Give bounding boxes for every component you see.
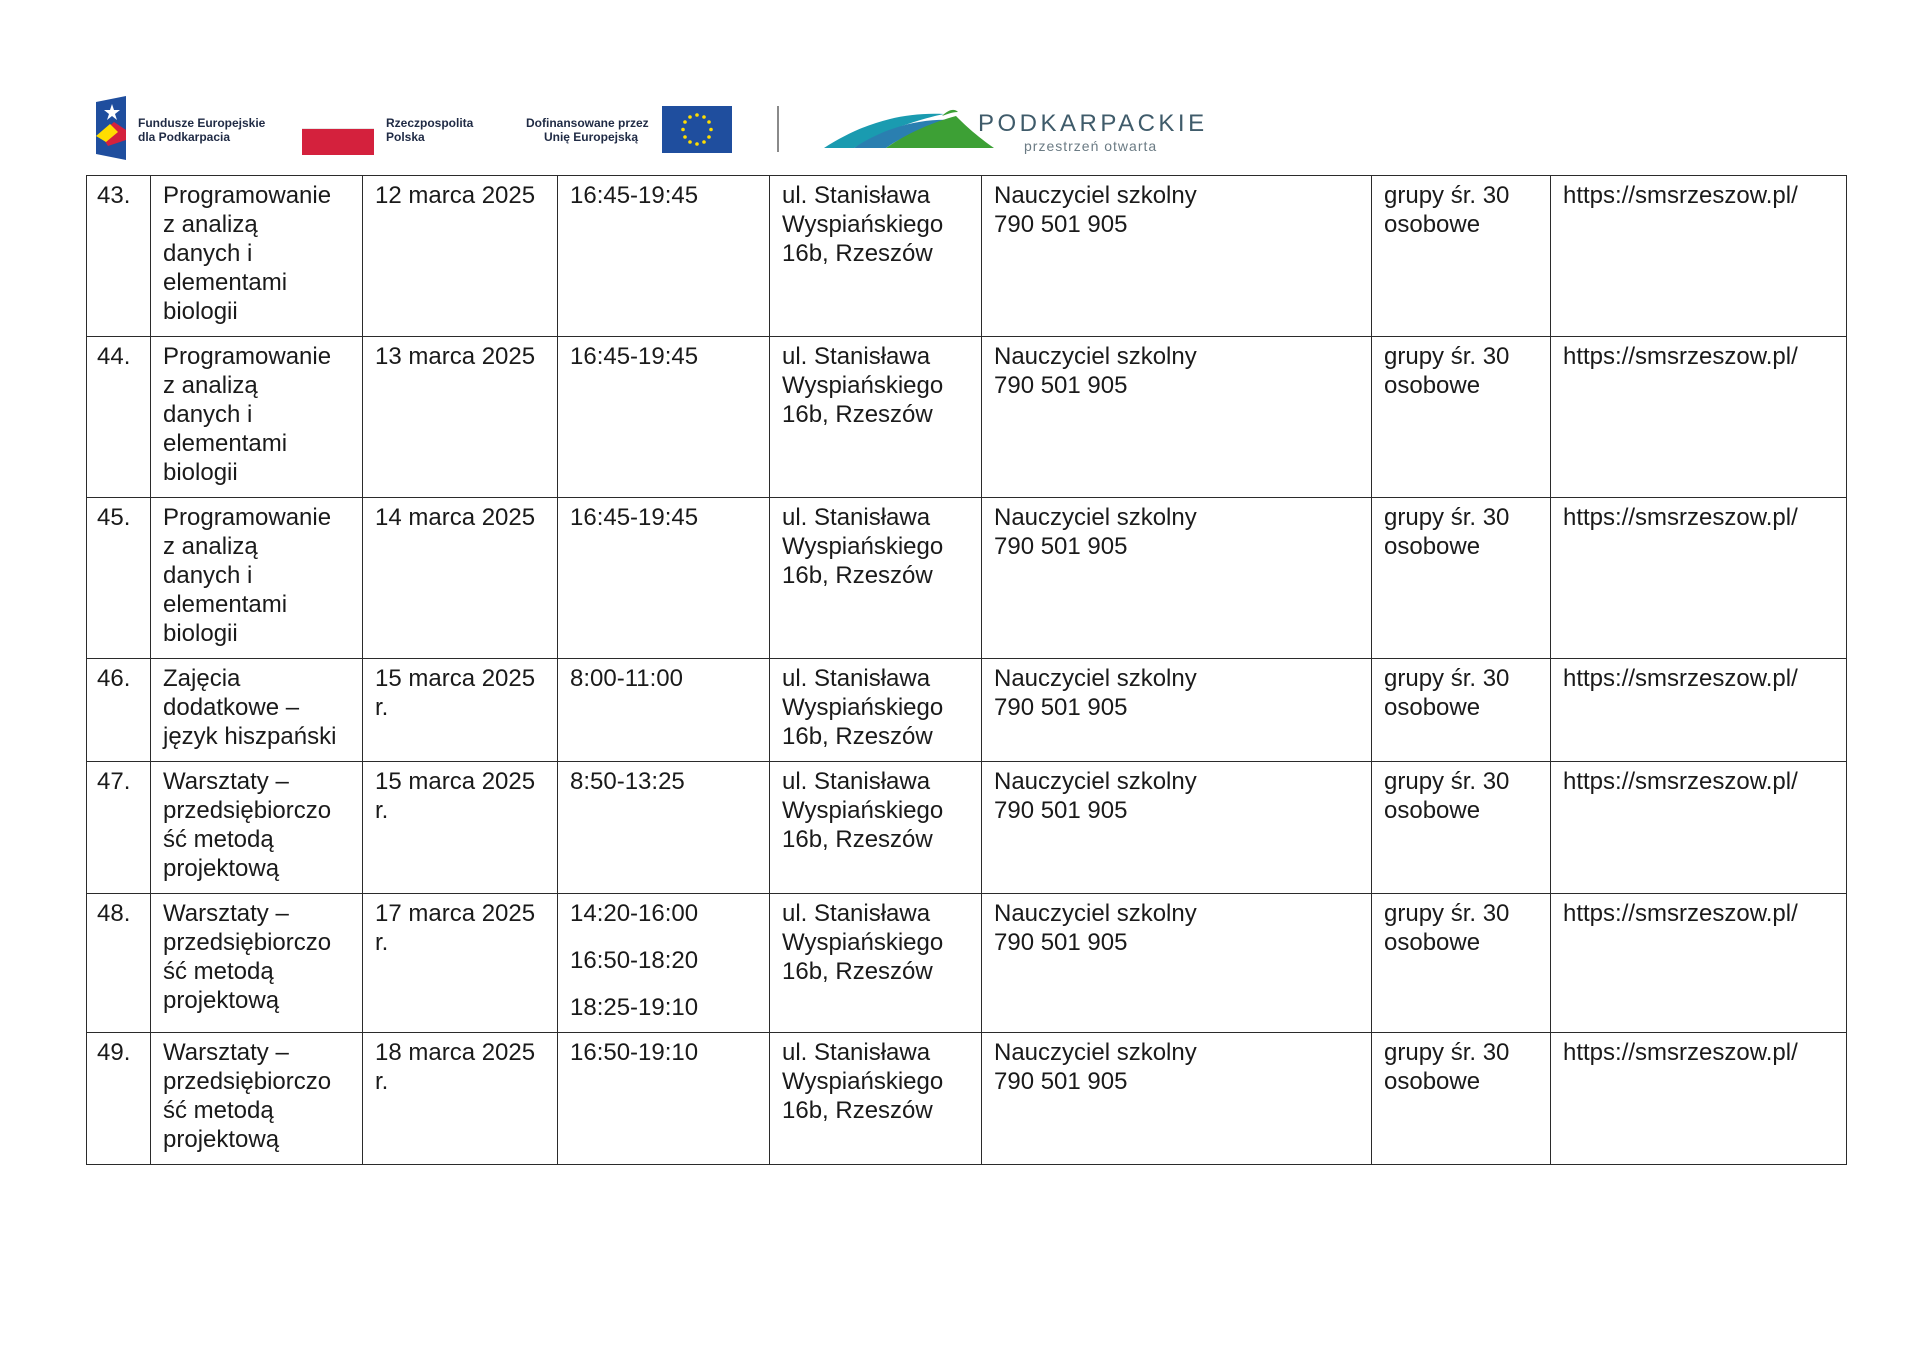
- contact-cell: [982, 659, 1372, 762]
- date-cell: [363, 176, 558, 337]
- row-number: 47.: [97, 768, 131, 795]
- contact-line: Nauczyciel szkolny: [994, 1039, 1197, 1066]
- title-line: przedsiębiorczo: [163, 797, 332, 824]
- time-slot: 16:50-18:20: [570, 947, 699, 974]
- website-cell: [1551, 659, 1847, 762]
- row-number: 46.: [97, 665, 131, 692]
- title-line: biologii: [163, 620, 238, 647]
- time-slot: 16:50-19:10: [570, 1039, 699, 1066]
- group-line: osobowe: [1384, 694, 1481, 721]
- date-line: 12 marca 2025: [375, 182, 536, 209]
- address-line: 16b, Rzeszów: [782, 723, 933, 750]
- address-line: 16b, Rzeszów: [782, 562, 933, 589]
- date-cell: [363, 762, 558, 894]
- time-cell: [558, 762, 770, 894]
- title-cell: [151, 894, 363, 1033]
- website-link[interactable]: https://smsrzeszow.pl/: [1563, 665, 1798, 692]
- group-line: osobowe: [1384, 372, 1481, 399]
- row-number: 43.: [97, 182, 131, 209]
- website-cell: [1551, 762, 1847, 894]
- title-line: elementami: [163, 591, 288, 618]
- row-number-cell: [87, 498, 151, 659]
- group-cell: [1372, 659, 1551, 762]
- title-line: przedsiębiorczo: [163, 1068, 332, 1095]
- address-line: Wyspiańskiego: [782, 797, 944, 824]
- date-cell: [363, 894, 558, 1033]
- address-cell: [770, 659, 982, 762]
- contact-line: Nauczyciel szkolny: [994, 504, 1197, 531]
- address-line: ul. Stanisława: [782, 182, 931, 209]
- title-line: biologii: [163, 459, 238, 486]
- title-cell: [151, 498, 363, 659]
- title-line: Warsztaty –: [163, 900, 289, 927]
- group-line: grupy śr. 30: [1384, 343, 1510, 370]
- address-line: 16b, Rzeszów: [782, 401, 933, 428]
- table-row: [87, 762, 1847, 894]
- website-cell: [1551, 337, 1847, 498]
- date-line: r.: [375, 1068, 389, 1095]
- date-cell: [363, 659, 558, 762]
- eu-cofinancing-text: [526, 116, 649, 144]
- row-number-cell: [87, 894, 151, 1033]
- time-slot: 18:25-19:10: [570, 994, 699, 1021]
- title-line: Programowanie: [163, 182, 332, 209]
- group-line: osobowe: [1384, 211, 1481, 238]
- group-cell: [1372, 762, 1551, 894]
- group-cell: [1372, 337, 1551, 498]
- address-line: Wyspiańskiego: [782, 372, 944, 399]
- date-line: r.: [375, 929, 389, 956]
- group-line: grupy śr. 30: [1384, 504, 1510, 531]
- time-slot: 16:45-19:45: [570, 343, 699, 370]
- row-number-cell: [87, 1033, 151, 1165]
- row-number-cell: [87, 176, 151, 337]
- address-line: ul. Stanisława: [782, 343, 931, 370]
- address-line: ul. Stanisława: [782, 768, 931, 795]
- title-line: przedsiębiorczo: [163, 929, 332, 956]
- date-cell: [363, 337, 558, 498]
- schedule-table: [86, 175, 1847, 1165]
- address-line: 16b, Rzeszów: [782, 240, 933, 267]
- address-cell: [770, 337, 982, 498]
- fundusze-europejskie-logo-icon: [96, 96, 130, 160]
- rp-line-1: Rzeczpospolita: [386, 116, 474, 130]
- group-line: grupy śr. 30: [1384, 182, 1510, 209]
- date-line: r.: [375, 797, 389, 824]
- address-line: Wyspiańskiego: [782, 929, 944, 956]
- title-line: danych i: [163, 562, 253, 589]
- title-line: ść metodą: [163, 826, 274, 853]
- contact-line: 790 501 905: [994, 1068, 1128, 1095]
- address-line: Wyspiańskiego: [782, 1068, 944, 1095]
- address-cell: [770, 1033, 982, 1165]
- rp-line-2: Polska: [386, 130, 425, 144]
- address-line: ul. Stanisława: [782, 665, 931, 692]
- contact-line: 790 501 905: [994, 533, 1128, 560]
- contact-cell: [982, 894, 1372, 1033]
- contact-cell: [982, 176, 1372, 337]
- fe-line-2: dla Podkarpacia: [138, 130, 231, 144]
- website-link[interactable]: https://smsrzeszow.pl/: [1563, 900, 1798, 927]
- title-cell: [151, 337, 363, 498]
- website-link[interactable]: https://smsrzeszow.pl/: [1563, 1039, 1798, 1066]
- row-number: 45.: [97, 504, 131, 531]
- website-link[interactable]: https://smsrzeszow.pl/: [1563, 504, 1798, 531]
- title-line: biologii: [163, 298, 238, 325]
- contact-cell: [982, 337, 1372, 498]
- table-row: [87, 498, 1847, 659]
- title-line: Programowanie: [163, 343, 332, 370]
- contact-line: Nauczyciel szkolny: [994, 900, 1197, 927]
- polish-flag-icon: [302, 128, 374, 155]
- title-line: projektową: [163, 987, 280, 1014]
- title-line: projektową: [163, 855, 280, 882]
- title-line: ść metodą: [163, 1097, 274, 1124]
- title-line: projektową: [163, 1126, 280, 1153]
- time-slot: 8:50-13:25: [570, 768, 685, 795]
- fe-logo-text: [138, 116, 265, 144]
- contact-line: Nauczyciel szkolny: [994, 182, 1197, 209]
- date-cell: [363, 1033, 558, 1165]
- table-row: [87, 894, 1847, 1033]
- title-line: z analizą: [163, 372, 258, 399]
- date-line: 17 marca 2025: [375, 900, 536, 927]
- group-line: grupy śr. 30: [1384, 665, 1510, 692]
- contact-line: 790 501 905: [994, 694, 1128, 721]
- schedule-body: [87, 176, 1847, 1165]
- group-cell: [1372, 498, 1551, 659]
- address-line: Wyspiańskiego: [782, 211, 944, 238]
- website-cell: [1551, 1033, 1847, 1165]
- group-cell: [1372, 1033, 1551, 1165]
- group-line: grupy śr. 30: [1384, 1039, 1510, 1066]
- date-cell: [363, 498, 558, 659]
- contact-line: Nauczyciel szkolny: [994, 665, 1197, 692]
- time-slot: 16:45-19:45: [570, 504, 699, 531]
- address-cell: [770, 498, 982, 659]
- website-cell: [1551, 894, 1847, 1033]
- date-line: 15 marca 2025: [375, 665, 536, 692]
- title-cell: [151, 659, 363, 762]
- title-line: Warsztaty –: [163, 1039, 289, 1066]
- time-cell: [558, 659, 770, 762]
- address-line: ul. Stanisława: [782, 1039, 931, 1066]
- podkarpackie-logo-icon: [824, 102, 994, 152]
- address-cell: [770, 176, 982, 337]
- title-line: dodatkowe –: [163, 694, 300, 721]
- title-line: danych i: [163, 240, 253, 267]
- date-line: 15 marca 2025: [375, 768, 536, 795]
- date-line: 14 marca 2025: [375, 504, 536, 531]
- title-cell: [151, 176, 363, 337]
- address-cell: [770, 762, 982, 894]
- contact-line: 790 501 905: [994, 211, 1128, 238]
- title-line: danych i: [163, 401, 253, 428]
- address-line: Wyspiańskiego: [782, 694, 944, 721]
- logo-separator: [777, 106, 779, 152]
- time-cell: [558, 337, 770, 498]
- title-line: elementami: [163, 430, 288, 457]
- table-row: [87, 176, 1847, 337]
- row-number-cell: [87, 659, 151, 762]
- title-line: ść metodą: [163, 958, 274, 985]
- table-row: [87, 659, 1847, 762]
- title-line: elementami: [163, 269, 288, 296]
- time-cell: [558, 176, 770, 337]
- row-number-cell: [87, 337, 151, 498]
- address-line: ul. Stanisława: [782, 504, 931, 531]
- group-line: osobowe: [1384, 929, 1481, 956]
- group-line: osobowe: [1384, 533, 1481, 560]
- group-line: grupy śr. 30: [1384, 900, 1510, 927]
- row-number: 48.: [97, 900, 131, 927]
- group-line: osobowe: [1384, 1068, 1481, 1095]
- podkarpackie-tagline: przestrzeń otwarta: [1024, 138, 1158, 154]
- row-number: 44.: [97, 343, 131, 370]
- title-line: Warsztaty –: [163, 768, 289, 795]
- time-cell: [558, 1033, 770, 1165]
- group-line: grupy śr. 30: [1384, 768, 1510, 795]
- contact-line: Nauczyciel szkolny: [994, 768, 1197, 795]
- title-line: Zajęcia: [163, 665, 241, 692]
- contact-line: Nauczyciel szkolny: [994, 343, 1197, 370]
- title-cell: [151, 762, 363, 894]
- contact-cell: [982, 1033, 1372, 1165]
- table-row: [87, 1033, 1847, 1165]
- title-cell: [151, 1033, 363, 1165]
- contact-line: 790 501 905: [994, 372, 1128, 399]
- time-cell: [558, 894, 770, 1033]
- rp-logo-text: [386, 116, 473, 144]
- table-row: [87, 337, 1847, 498]
- title-line: z analizą: [163, 211, 258, 238]
- website-link[interactable]: https://smsrzeszow.pl/: [1563, 768, 1798, 795]
- address-line: ul. Stanisława: [782, 900, 931, 927]
- time-slot: 16:45-19:45: [570, 182, 699, 209]
- address-line: 16b, Rzeszów: [782, 1097, 933, 1124]
- date-line: 18 marca 2025: [375, 1039, 536, 1066]
- contact-cell: [982, 762, 1372, 894]
- eu-line-1: Dofinansowane przez: [526, 116, 649, 130]
- website-link[interactable]: https://smsrzeszow.pl/: [1563, 182, 1798, 209]
- time-slot: 14:20-16:00: [570, 900, 699, 927]
- row-number-cell: [87, 762, 151, 894]
- date-line: 13 marca 2025: [375, 343, 536, 370]
- time-cell: [558, 498, 770, 659]
- date-line: r.: [375, 694, 389, 721]
- podkarpackie-name: PODKARPACKIE: [978, 110, 1208, 137]
- address-line: Wyspiańskiego: [782, 533, 944, 560]
- logo-bar: [96, 96, 1226, 162]
- website-link[interactable]: https://smsrzeszow.pl/: [1563, 343, 1798, 370]
- contact-line: 790 501 905: [994, 797, 1128, 824]
- row-number: 49.: [97, 1039, 131, 1066]
- eu-line-2: Unię Europejską: [543, 130, 638, 144]
- website-cell: [1551, 176, 1847, 337]
- address-cell: [770, 894, 982, 1033]
- title-line: język hiszpański: [163, 723, 337, 750]
- title-line: z analizą: [163, 533, 258, 560]
- fe-line-1: Fundusze Europejskie: [138, 116, 266, 130]
- group-cell: [1372, 894, 1551, 1033]
- website-cell: [1551, 498, 1847, 659]
- eu-flag-icon: [662, 106, 732, 153]
- address-line: 16b, Rzeszów: [782, 826, 933, 853]
- group-line: osobowe: [1384, 797, 1481, 824]
- contact-cell: [982, 498, 1372, 659]
- address-line: 16b, Rzeszów: [782, 958, 933, 985]
- title-line: Programowanie: [163, 504, 332, 531]
- group-cell: [1372, 176, 1551, 337]
- time-slot: 8:00-11:00: [570, 665, 683, 692]
- contact-line: 790 501 905: [994, 929, 1128, 956]
